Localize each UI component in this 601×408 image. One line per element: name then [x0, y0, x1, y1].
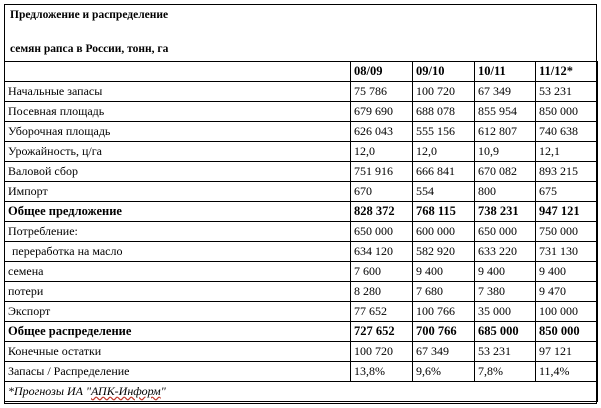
cell-value: 12,0 — [413, 142, 475, 162]
table-row — [5, 102, 598, 122]
cell-value: 612 807 — [475, 122, 536, 142]
cell-value: 600 000 — [413, 222, 475, 242]
table-title — [4, 4, 597, 62]
table-row — [5, 242, 598, 262]
cell-value: 8 280 — [351, 282, 413, 302]
cell-value: 13,8% — [351, 362, 413, 382]
footnote-row — [5, 382, 598, 402]
cell-value: 626 043 — [351, 122, 413, 142]
row-label: Посевная площадь — [5, 102, 351, 122]
cell-value: 800 — [475, 182, 536, 202]
cell-value: 53 231 — [475, 342, 536, 362]
cell-value: 893 215 — [536, 162, 598, 182]
row-label: Потребление: — [5, 222, 351, 242]
table-row — [5, 222, 598, 242]
cell-value: 634 120 — [351, 242, 413, 262]
cell-value: 77 652 — [351, 302, 413, 322]
cell-value: 727 652 — [351, 322, 413, 342]
cell-value: 11,4% — [536, 362, 598, 382]
title-line-1: Предложение и распределение — [10, 9, 169, 21]
row-label: Импорт — [5, 182, 351, 202]
cell-value: 7 380 — [475, 282, 536, 302]
row-label: Общее распределение — [5, 322, 351, 342]
cell-value: 666 841 — [413, 162, 475, 182]
footnote-source: АПК-Информ — [91, 384, 161, 398]
cell-value: 100 720 — [413, 82, 475, 102]
cell-value: 35 000 — [475, 302, 536, 322]
cell-value: 670 082 — [475, 162, 536, 182]
row-label: потери — [5, 282, 351, 302]
cell-value: 582 920 — [413, 242, 475, 262]
header-cell-08-09: 08/09 — [351, 62, 413, 82]
cell-value: 850 000 — [536, 102, 598, 122]
cell-value: 679 690 — [351, 102, 413, 122]
table-row — [5, 182, 598, 202]
row-label: Общее предложение — [5, 202, 351, 222]
cell-value: 688 078 — [413, 102, 475, 122]
cell-value: 650 000 — [351, 222, 413, 242]
row-label: Уборочная площадь — [5, 122, 351, 142]
cell-value: 554 — [413, 182, 475, 202]
table-row — [5, 342, 598, 362]
cell-value: 9 470 — [536, 282, 598, 302]
cell-value: 7 680 — [413, 282, 475, 302]
cell-value: 685 000 — [475, 322, 536, 342]
title-line-2: семян рапса в России, тонн, га — [10, 43, 169, 55]
cell-value: 633 220 — [475, 242, 536, 262]
row-label: переработка на масло — [5, 242, 351, 262]
cell-value: 67 349 — [475, 82, 536, 102]
row-label: семена — [5, 262, 351, 282]
footnote-prefix: *Прогнозы ИА " — [8, 384, 91, 398]
cell-value: 740 638 — [536, 122, 598, 142]
row-label: Урожайность, ц/га — [5, 142, 351, 162]
cell-value: 738 231 — [475, 202, 536, 222]
header-row — [5, 62, 598, 82]
cell-value: 67 349 — [413, 342, 475, 362]
cell-value: 751 916 — [351, 162, 413, 182]
cell-value: 555 156 — [413, 122, 475, 142]
row-label: Конечные остатки — [5, 342, 351, 362]
cell-value: 75 786 — [351, 82, 413, 102]
cell-value: 855 954 — [475, 102, 536, 122]
table-row — [5, 282, 598, 302]
cell-value: 675 — [536, 182, 598, 202]
table-row — [5, 142, 598, 162]
footnote-suffix: " — [160, 384, 166, 398]
cell-value: 10,9 — [475, 142, 536, 162]
cell-value: 53 231 — [536, 82, 598, 102]
cell-value: 768 115 — [413, 202, 475, 222]
cell-value: 100 000 — [536, 302, 598, 322]
cell-value: 7 600 — [351, 262, 413, 282]
table-row — [5, 122, 598, 142]
cell-value: 9 400 — [475, 262, 536, 282]
cell-value: 947 121 — [536, 202, 598, 222]
cell-value: 7,8% — [475, 362, 536, 382]
cell-value: 670 — [351, 182, 413, 202]
header-cell-10-11: 10/11 — [475, 62, 536, 82]
table-row-total-supply — [5, 202, 598, 222]
cell-value: 650 000 — [475, 222, 536, 242]
cell-value: 97 121 — [536, 342, 598, 362]
supply-distribution-table — [4, 61, 598, 402]
cell-value: 850 000 — [536, 322, 598, 342]
cell-value: 700 766 — [413, 322, 475, 342]
cell-value: 828 372 — [351, 202, 413, 222]
row-label: Запасы / Распределение — [5, 362, 351, 382]
row-label: Валовой сбор — [5, 162, 351, 182]
footnote — [5, 382, 598, 402]
cell-value: 750 000 — [536, 222, 598, 242]
cell-value: 12,0 — [351, 142, 413, 162]
header-cell-09-10: 09/10 — [413, 62, 475, 82]
header-cell-label — [5, 62, 351, 82]
cell-value: 731 130 — [536, 242, 598, 262]
row-label: Начальные запасы — [5, 82, 351, 102]
table-row — [5, 362, 598, 382]
table-row — [5, 262, 598, 282]
cell-value: 9 400 — [536, 262, 598, 282]
row-label: Экспорт — [5, 302, 351, 322]
cell-value: 100 720 — [351, 342, 413, 362]
table-row — [5, 82, 598, 102]
table-row-total-distribution — [5, 322, 598, 342]
header-cell-11-12: 11/12* — [536, 62, 598, 82]
table-row — [5, 162, 598, 182]
cell-value: 12,1 — [536, 142, 598, 162]
cell-value: 9 400 — [413, 262, 475, 282]
table-row — [5, 302, 598, 322]
cell-value: 9,6% — [413, 362, 475, 382]
cell-value: 100 766 — [413, 302, 475, 322]
